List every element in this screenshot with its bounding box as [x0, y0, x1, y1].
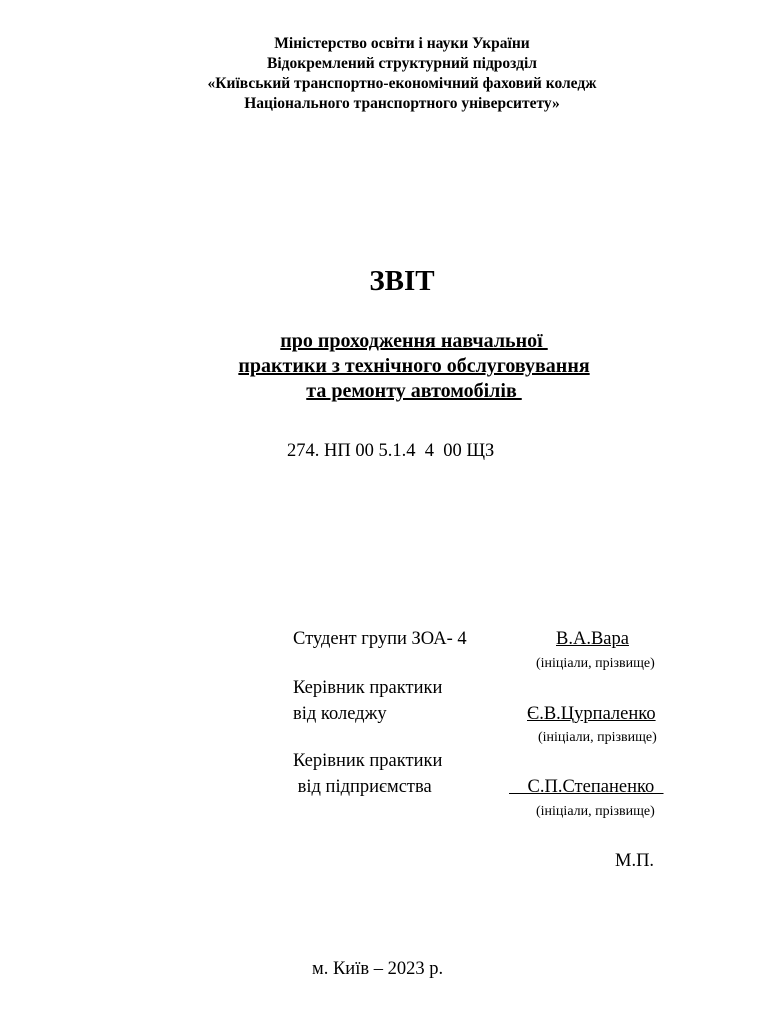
- stamp-place: М.П.: [615, 851, 655, 871]
- college-supervisor-label-1: Керівник практики: [293, 678, 443, 698]
- subdivision-line: Відокремлений структурний підрозділ: [267, 55, 537, 72]
- report-title: ЗВІТ: [369, 265, 435, 297]
- student-name-hint: (ініціали, прізвище): [536, 656, 655, 671]
- college-supervisor-label-2: від коледжу: [293, 704, 387, 724]
- student-name: В.А.Вара: [556, 629, 629, 649]
- enterprise-supervisor-name: С.П.Степаненко: [509, 777, 664, 797]
- university-line: Національного транспортного університету»: [244, 95, 560, 112]
- ministry-line: Міністерство освіти і науки України: [274, 35, 530, 52]
- enterprise-supervisor-label-2: від підприємства: [293, 777, 432, 797]
- college-supervisor-name: Є.В.Цурпаленко: [527, 704, 656, 724]
- college-line: «Київський транспортно-економічний фаховий коледж: [207, 75, 597, 92]
- subtitle-line-3: та ремонту автомобілів: [306, 380, 522, 402]
- subtitle-line-2: практики з технічного обслуговування: [238, 355, 590, 377]
- document-code: 274. НП 00 5.1.4 4 00 ЩЗ: [287, 441, 495, 461]
- student-label: Студент групи ЗОА- 4: [293, 629, 467, 649]
- enterprise-supervisor-label-1: Керівник практики: [293, 751, 443, 771]
- city-year: м. Київ – 2023 р.: [312, 959, 444, 979]
- college-supervisor-hint: (ініціали, прізвище): [538, 730, 657, 745]
- enterprise-supervisor-hint: (ініціали, прізвище): [536, 804, 655, 819]
- subtitle-line-1: про проходження навчальної: [280, 330, 548, 352]
